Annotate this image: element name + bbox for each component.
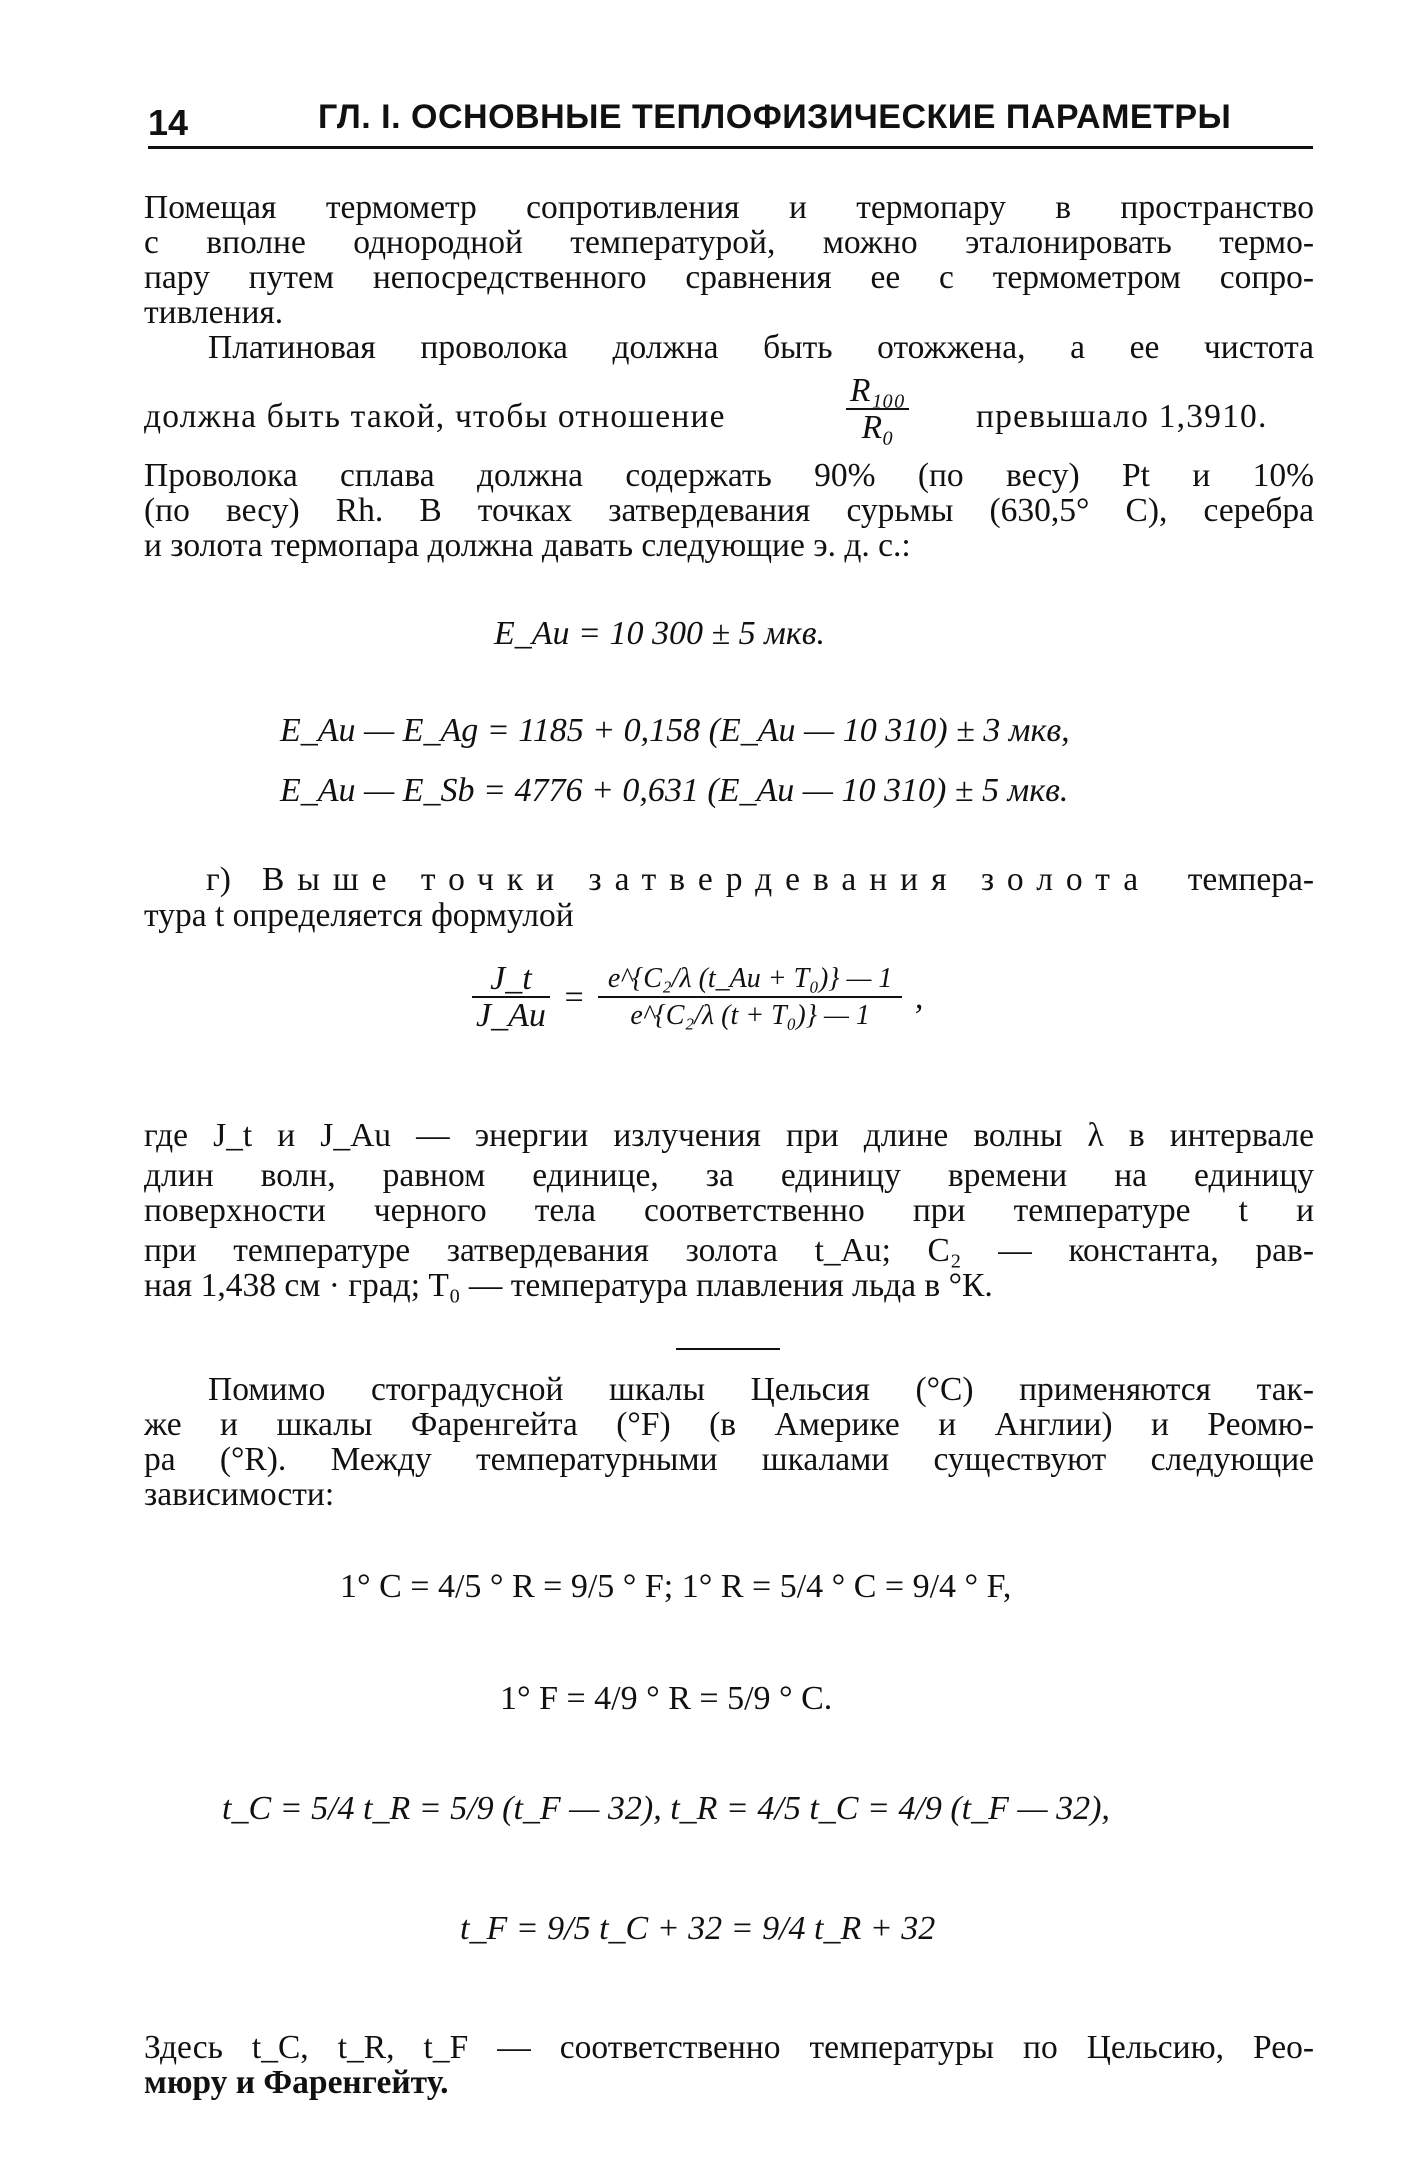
text-span: превышало 1,3910. <box>976 398 1268 435</box>
text-line: Здесь t_C, t_R, t_F — соответственно температуры по Цельсию, Рео- <box>144 2029 1314 2066</box>
ratio-numerator: R₁₀₀ <box>846 374 909 410</box>
text-line: Проволока сплава должна содержать 90% (по весу) Pt и 10% <box>144 457 1314 494</box>
chapter-title: ГЛ. I. ОСНОВНЫЕ ТЕПЛОФИЗИЧЕСКИЕ ПАРАМЕТРЫ <box>318 98 1232 136</box>
paragraph-6 <box>144 2030 1314 2100</box>
rhs-denominator: e^{C₂/λ (t + T₀)} — 1 <box>630 1000 870 1031</box>
lhs-numerator: J_t <box>472 962 550 998</box>
comma: , <box>914 979 924 1016</box>
text-line: Помещая термометр сопротивления и термопару в пространство <box>144 189 1314 226</box>
text-line: пару путем непосредственного сравнения ее с термометром сопро- <box>144 259 1314 296</box>
item-label: г) <box>206 861 231 898</box>
equation-emf-sb: E_Au — E_Sb = 4776 + 0,631 (E_Au — 10 310) ± 5 мкв. <box>280 772 1069 809</box>
text-line: длин волн, равном единице, за единицу времени на единицу <box>144 1157 1314 1194</box>
ratio-denominator: R₀ <box>861 409 894 446</box>
scale-equation-1: 1° C = 4/5 ° R = 9/5 ° F; 1° R = 5/4 ° C = 9/4 ° F, <box>340 1568 1012 1605</box>
page-number: 14 <box>148 102 189 143</box>
rhs-numerator: e^{C₂/λ (t_Au + T₀)} — 1 <box>598 962 903 998</box>
text-span: темпера- <box>1187 861 1314 898</box>
text-line: ра (°R). Между температурными шкалами существуют следующие <box>144 1441 1314 1478</box>
paragraph-5 <box>144 1372 1314 1512</box>
resistance-ratio <box>846 374 909 446</box>
ratio-line <box>144 374 1314 454</box>
text-line: поверхности черного тела соответственно при температуре t и <box>144 1192 1314 1229</box>
text-line: Помимо стоградусной шкалы Цельсия (°С) применяются так- <box>208 1371 1314 1408</box>
text-line: и золота термопара должна давать следующие э. д. с.: <box>144 527 911 564</box>
section-separator <box>676 1348 780 1350</box>
header-rule <box>148 146 1313 149</box>
text-line: же и шкалы Фаренгейта (°F) (в Америке и Англии) и Реомю- <box>144 1406 1314 1443</box>
running-header <box>148 98 1313 148</box>
lhs-fraction <box>472 962 550 1034</box>
text-line: ная 1,438 см · град; T₀ — температура плавления льда в °К. <box>144 1267 993 1304</box>
text-line: мюру и Фаренгейту. <box>144 2064 449 2101</box>
paragraph-3-cont <box>144 898 1314 933</box>
rhs-fraction <box>598 962 903 1034</box>
text-line: тура t определяется формулой <box>144 897 574 934</box>
text-line: тивления. <box>144 294 284 331</box>
text-line: зависимости: <box>144 1476 335 1513</box>
paragraph-2 <box>144 330 1314 365</box>
equation-emf-ag: E_Au — E_Ag = 1185 + 0,158 (E_Au — 10 310) ± 3 мкв, <box>280 712 1070 749</box>
text-line: с вполне однородной температурой, можно эталонировать термо- <box>144 224 1314 261</box>
text-line: Платиновая проволока должна быть отожжена, а ее чистота <box>208 329 1314 366</box>
paragraph-1 <box>144 190 1314 330</box>
scale-equation-4: t_F = 9/5 t_C + 32 = 9/4 t_R + 32 <box>460 1910 936 1947</box>
text-line: где J_t и J_Au — энергии излучения при длине волны λ в интервале <box>144 1117 1314 1154</box>
paragraph-2-cont <box>144 458 1314 563</box>
scale-equation-3: t_C = 5/4 t_R = 5/9 (t_F — 32), t_R = 4/5 t_C = 4/9 (t_F — 32), <box>222 1790 1110 1827</box>
scale-equation-2: 1° F = 4/9 ° R = 5/9 ° C. <box>500 1680 833 1717</box>
text-span: должна быть такой, чтобы отношение <box>144 398 726 435</box>
equals-sign: = <box>562 979 586 1016</box>
paragraph-4 <box>144 1118 1314 1303</box>
spaced-heading: Выше точки затвердевания золота <box>262 861 1152 898</box>
equation-emf-au: E_Au = 10 300 ± 5 мкв. <box>494 615 826 652</box>
paragraph-3 <box>144 862 1314 902</box>
planck-formula <box>468 962 923 1034</box>
text-line: при температуре затвердевания золота t_Au; C₂ — константа, рав- <box>144 1232 1314 1269</box>
text-line: (по весу) Rh. В точках затвердевания сурьмы (630,5° С), серебра <box>144 492 1314 529</box>
lhs-denominator: J_Au <box>476 997 546 1034</box>
